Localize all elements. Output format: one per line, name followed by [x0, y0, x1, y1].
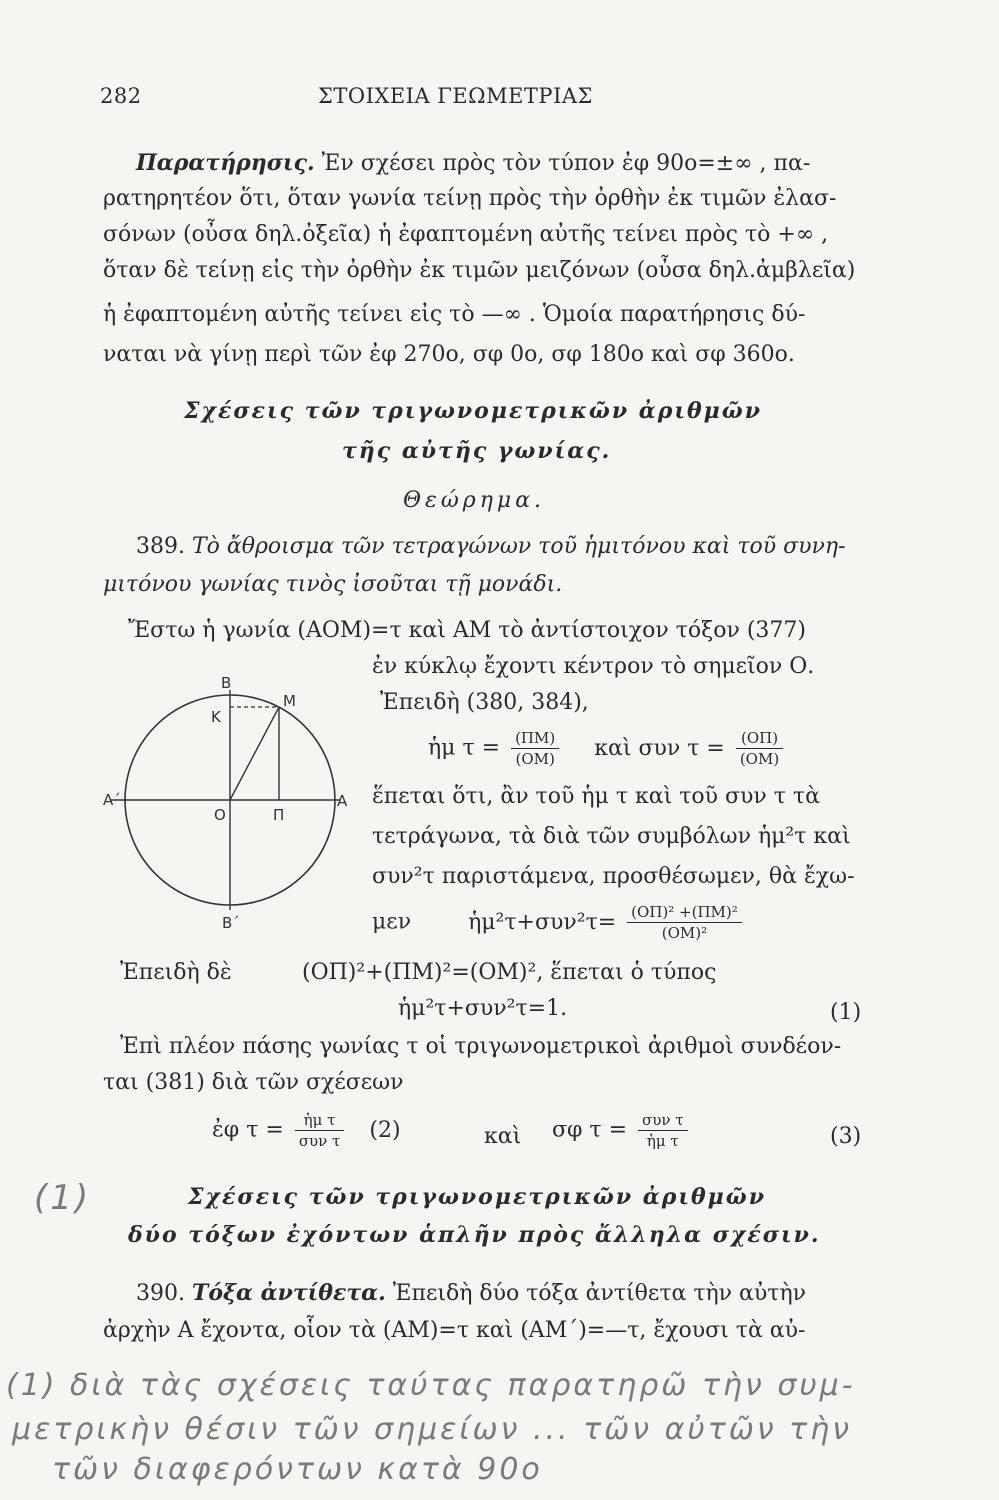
p389-statement-2: μιτόνου γωνίας τινὸς ἰσοῦται τῇ μονάδι.	[103, 572, 563, 597]
p389-line-3: Ἔστω ἡ γωνία (ΑΟΜ)=τ καὶ ΑΜ τὸ ἀντίστοιχον τόξον (377)	[128, 618, 807, 643]
tan-formula	[212, 1110, 401, 1151]
label-a-prime: Α΄	[103, 791, 121, 809]
label-k: Κ	[211, 708, 221, 726]
handwritten-note-line-2: μετρικὴν θέσιν τῶν σημείων ... τῶν αὐτῶν τὴν	[12, 1412, 853, 1447]
cot-formula	[552, 1110, 692, 1151]
cot-lhs: σφ τ =	[552, 1117, 628, 1143]
p390-line-1-text: Ἐπειδὴ δύο τόξα ἀντίθετα τὴν αὐτὴν	[392, 1281, 807, 1306]
remark-line-3: σόνων (οὖσα δηλ.ὀξεῖα) ἡ ἐφαπτομένη αὐτῆς τείνει πρὸς τὸ +∞ ,	[103, 222, 829, 247]
cos-fraction	[736, 728, 783, 769]
p390-number: 390.	[136, 1281, 185, 1306]
remark-line-4: ὅταν δὲ τείνῃ εἰς τὴν ὀρθὴν ἐκ τιμῶν μειζόνων (οὖσα δηλ.ἀμβλεῖα)	[103, 258, 856, 283]
tan-fraction	[295, 1110, 345, 1151]
radius-om	[230, 707, 279, 800]
and-word: καὶ	[484, 1124, 522, 1149]
remark-line-1	[136, 146, 810, 181]
running-title: ΣΤΟΙΧΕΙΑ ΓΕΩΜΕΤΡΙΑΣ	[318, 84, 593, 108]
p389-line-7: ἕπεται ὅτι, ἂν τοῦ ἡμ τ καὶ τοῦ συν τ τὰ	[372, 784, 820, 809]
tan-lhs: ἐφ τ =	[212, 1117, 284, 1143]
sum-fraction	[627, 902, 742, 943]
margin-mark: (1)	[34, 1178, 92, 1218]
theorem-heading: Θεώρημα.	[403, 488, 546, 513]
sum-numerator: (ΟΠ)² +(ΠΜ)²	[627, 902, 742, 923]
remark-line-1-text: Ἐν σχέσει πρὸς τὸν τύπον ἐφ 90ο=±∞ , πα-	[321, 151, 811, 176]
cot-numerator: συν τ	[638, 1110, 688, 1131]
remark-label: Παρατήρησις.	[136, 150, 315, 176]
unit-circle-figure	[95, 660, 370, 935]
label-b: Β	[221, 674, 232, 692]
p389-line-11-eq: (ΟΠ)²+(ΠΜ)²=(ΟΜ)², ἕπεται ὁ τύπος	[302, 960, 717, 985]
sum-lhs: ἡμ²τ+συν²τ=	[468, 909, 617, 935]
section1-title-line-2: τῆς αὐτῆς γωνίας.	[342, 438, 612, 464]
eq3-label: (3)	[830, 1124, 862, 1149]
section2-title-line-2: δύο τόξων ἐχόντων ἁπλῆν πρὸς ἄλληλα σχέσιν.	[128, 1222, 821, 1248]
sin-cos-formula	[428, 728, 787, 769]
p390-line-2: ἀρχὴν Α ἔχοντα, οἷον τὰ (ΑΜ)=τ καὶ (ΑΜ΄)=—τ, ἔχουσι τὰ αὐ-	[103, 1318, 806, 1343]
remark-line-6: ναται νὰ γίνῃ περὶ τῶν ἐφ 270ο, σφ 0ο, σφ 180ο καὶ σφ 360ο.	[103, 342, 795, 367]
and-cos-lhs: καὶ συν τ =	[594, 735, 725, 761]
label-m: Μ	[283, 692, 296, 710]
label-a: Α	[337, 792, 348, 810]
sin-denominator: (ΟΜ)	[515, 750, 555, 768]
p389-line-1	[136, 530, 846, 564]
p389-line-5: Ἐπειδὴ (380, 384),	[380, 690, 589, 715]
p390-label: Τόξα ἀντίθετα.	[191, 1280, 386, 1306]
p389-line-9: συν²τ παριστάμενα, προσθέσωμεν, θὰ ἔχω-	[372, 864, 855, 889]
cot-denominator: ἡμ τ	[646, 1132, 679, 1150]
p389-number: 389.	[136, 534, 185, 559]
cos-numerator: (ΟΠ)	[736, 728, 783, 749]
section2-title-line-1: Σχέσεις τῶν τριγωνομετρικῶν ἀριθμῶν	[188, 1184, 766, 1210]
sin-fraction	[511, 728, 559, 769]
eq1-label: (1)	[830, 1000, 862, 1025]
section1-title-line-1: Σχέσεις τῶν τριγωνομετρικῶν ἀριθμῶν	[184, 398, 762, 424]
p389-statement-1: Τὸ ἄθροισμα τῶν τετραγώνων τοῦ ἡμιτόνου καὶ τοῦ συνη-	[191, 534, 846, 559]
label-p: Π	[273, 806, 285, 824]
cos-denominator: (ΟΜ)	[739, 750, 780, 768]
label-b-prime: Β΄	[222, 914, 240, 932]
sum-denominator: (ΟΜ)²	[661, 924, 708, 942]
sin-numerator: (ΠΜ)	[511, 728, 559, 749]
p389-line-14: ται (381) διὰ τῶν σχέσεων	[103, 1070, 404, 1095]
p389-line-4: ἐν κύκλῳ ἔχοντι κέντρον τὸ σημεῖον Ο.	[372, 654, 815, 679]
sum-formula	[372, 902, 746, 943]
p389-line-11-left: Ἐπειδὴ δὲ	[120, 960, 232, 985]
page-number: 282	[100, 84, 142, 108]
eq2-label: (2)	[369, 1117, 401, 1143]
handwritten-note-line-1: (1) διὰ τὰς σχέσεις ταύτας παρατηρῶ τὴν συμ-	[6, 1368, 856, 1403]
p389-line-13: Ἐπὶ πλέον πάσης γωνίας τ οἱ τριγωνομετρικοὶ ἀριθμοὶ συνδέον-	[120, 1034, 842, 1059]
line10-word: μεν	[372, 909, 412, 935]
remark-line-5: ἡ ἐφαπτομένη αὐτῆς τείνει εἰς τὸ —∞ . Ὁμοία παρατήρησις δύ-	[103, 302, 806, 327]
tan-numerator: ἡμ τ	[295, 1110, 345, 1131]
remark-line-2: ρατηρητέον ὅτι, ὅταν γωνία τείνῃ πρὸς τὴν ὀρθὴν ἐκ τιμῶν ἐλασ-	[103, 186, 837, 211]
cot-fraction	[638, 1110, 688, 1151]
p389-line-8: τετράγωνα, τὰ διὰ τῶν συμβόλων ἡμ²τ καὶ	[372, 824, 851, 849]
handwritten-note-line-3: τῶν διαφερόντων κατὰ 90ο	[52, 1452, 543, 1487]
p390-line-1	[136, 1276, 806, 1311]
label-o: Ο	[214, 806, 226, 824]
tan-denominator: συν τ	[298, 1132, 341, 1150]
sin-lhs: ἡμ τ =	[428, 735, 501, 761]
identity-formula: ἡμ²τ+συν²τ=1.	[398, 996, 568, 1021]
